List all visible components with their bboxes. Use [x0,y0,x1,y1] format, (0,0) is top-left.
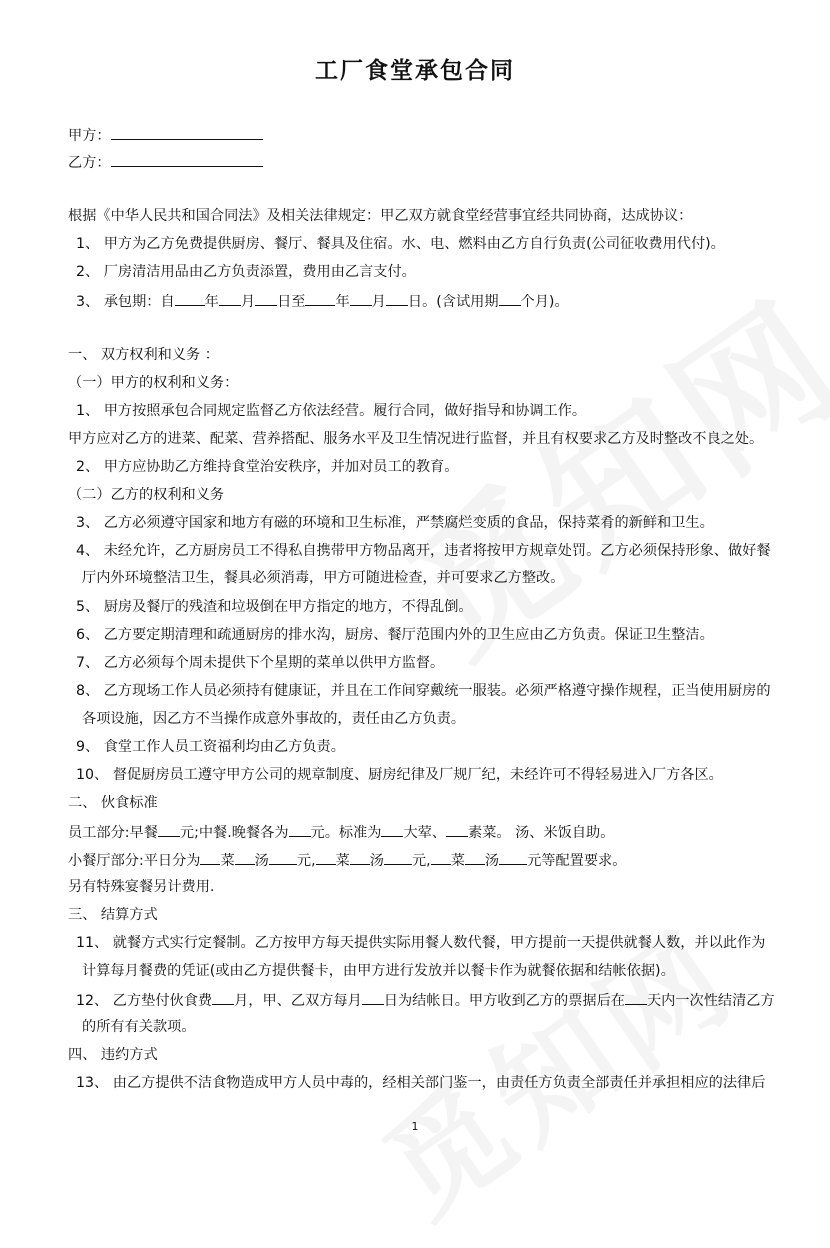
clause-2: 2、 厂房清洁用品由乙方负责添置，费用由乙言支付。 [76,264,416,280]
blank [350,849,370,865]
clause-3-text: 年 [335,294,350,310]
blank [200,849,220,865]
small-text: 汤 [484,853,500,869]
blank [175,290,205,306]
clause-b8: 8、 乙方现场工作人员必须持有健康证，并且在工作间穿戴统一服装。必须严格遵守操作规程，正当使用厨房的 [76,683,771,699]
clause-b4: 4、 未经允许，乙方厨房员工不得私自携带甲方物品离开，违者将按甲方规章处罚。乙方必须保持形象、做好餐 [76,543,771,559]
blank [269,849,297,865]
clause-3-text: 年 [204,294,219,310]
blank [305,290,335,306]
staff-text: 员工部分:早餐 [68,825,158,841]
blank [625,989,647,1005]
small-text: 元, [411,853,431,869]
clause-3 [76,290,569,312]
small-text: 菜 [220,853,235,869]
staff-text: 素菜。 汤、米饭自助。 [468,825,615,841]
clause-c12-continued: 的所有有关款项。 [82,1019,196,1035]
blank [350,290,372,306]
blank [362,989,384,1005]
clause-b7: 7、 乙方必须每个周未提供下个星期的菜单以供甲方监督。 [76,655,445,671]
intro-paragraph: 根据《中华人民共和国合同法》及相关法律规定：甲乙双方就食堂经营事宜经共同协商，达成协议： [68,208,693,224]
page-number: 1 [411,1120,419,1133]
section-2-heading: 二、 伙食标准 [68,795,158,811]
clause-b3: 3、 乙方必须遵守国家和地方有磁的环境和卫生标准，严禁腐烂变质的食品，保持菜肴的新鲜和卫生。 [76,515,714,531]
special-banquet-note: 另有特殊宴餐另计费用. [68,879,215,895]
clause-a2: 2、 甲方应协助乙方维持食堂治安秩序，并加对员工的教育。 [76,459,459,475]
c12-text: 天内一次性结清乙方 [646,993,775,1009]
blank [499,290,521,306]
blank [219,290,241,306]
subsection-2-heading: （二）乙方的权利和义务 [68,487,225,503]
staff-text: 大荤、 [403,825,447,841]
clause-3-text: 日至 [277,294,306,310]
small-text: 小餐厅部分:平日分为 [68,853,201,869]
clause-c12 [76,989,775,1011]
clause-c11: 11、 就餐方式实行定餐制。乙方按甲方每天提供实际用餐人数代餐，甲方提前一天提供就餐人数，并以此作为 [76,935,766,951]
clause-b4-continued: 厅内外环境整洁卫生，餐具必须消毒，甲方可随进检查，并可要求乙方整改。 [82,570,565,586]
clause-b10: 10、 督促厨房员工遵守甲方公司的规章制度、厨房纪律及厂规厂纪，未经许可不得轻易进入厂方各区。 [76,767,723,783]
blank [384,849,412,865]
clause-3-text: 日。(含试用期 [407,294,499,310]
document-title: 工厂食堂承包合同 [315,58,515,84]
c12-text: 12、 乙方垫付伙食费 [76,993,213,1009]
subsection-1-heading: （一）甲方的权利和义务： [68,375,239,391]
staff-text: 元。标准为 [310,825,382,841]
blank [255,290,277,306]
clause-a1-continued: 甲方应对乙方的进菜、配菜、营养搭配、服务水平及卫生情况进行监督，并且有权要求乙方及时整改不良之处。 [68,431,764,447]
blank [499,849,527,865]
party-a-label: 甲方： [68,128,111,144]
section-4-heading: 四、 违约方式 [68,1047,158,1063]
blank [465,849,485,865]
clause-c11-continued: 计算每月餐费的凭证(或由乙方提供餐卡，由甲方进行发放并以餐卡作为就餐依据和结帐依据)。 [82,963,675,979]
clause-1: 1、 甲方为乙方免费提供厨房、餐厅、餐具及住宿。水、电、燃料由乙方自行负责(公司征收费用代付)。 [76,236,725,252]
staff-text: 元;中餐.晚餐各为 [179,825,289,841]
c12-text: 日为结帐日。甲方收到乙方的票据后在 [383,993,625,1009]
party-b-line [68,151,263,173]
clause-3-text: 个月)。 [520,294,569,310]
blank [386,290,408,306]
section-1-heading: 一、 双方权利和义务 ： [68,347,219,363]
blank [158,821,180,837]
section-3-heading: 三、 结算方式 [68,907,158,923]
clause-b9: 9、 食堂工作人员工资福利均由乙方负责。 [76,739,345,755]
staff-meal-standard [68,821,614,843]
clause-d13: 13、 由乙方提供不洁食物造成甲方人员中毒的，经相关部门鉴一，由责任方负责全部责任并承担相应的法律后 [76,1075,766,1091]
small-text: 菜 [450,853,465,869]
party-b-blank [111,151,263,167]
party-a-blank [111,124,263,140]
clause-b5: 5、 厨房及餐厅的残渣和垃圾倒在甲方指定的地方，不得乱倒。 [76,599,473,615]
clause-b6: 6、 乙方要定期清理和疏通厨房的排水沟，厨房、餐厅范围内外的卫生应由乙方负责。保证卫生整洁。 [76,627,714,643]
small-text: 汤 [254,853,269,869]
small-text: 汤 [369,853,384,869]
clause-3-text: 月 [371,294,386,310]
party-b-label: 乙方： [68,155,111,171]
blank [235,849,255,865]
small-dining-standard [68,849,626,871]
blank [212,989,234,1005]
clause-3-text: 月 [240,294,256,310]
blank [446,821,468,837]
small-text: 菜 [335,853,350,869]
party-a-line [68,124,263,146]
small-text: 元等配置要求。 [527,853,627,869]
small-text: 元, [296,853,316,869]
blank [289,821,311,837]
blank [381,821,403,837]
blank [431,849,451,865]
clause-a1: 1、 甲方按照承包合同规定监督乙方依法经营。履行合同，做好指导和协调工作。 [76,403,587,419]
clause-b8-continued: 各项设施，因乙方不当操作成意外事故的，责任由乙方负责。 [82,711,466,727]
clause-3-text: 3、 承包期：自 [76,294,175,310]
blank [316,849,336,865]
c12-text: 月，甲、乙双方每月 [234,993,362,1009]
